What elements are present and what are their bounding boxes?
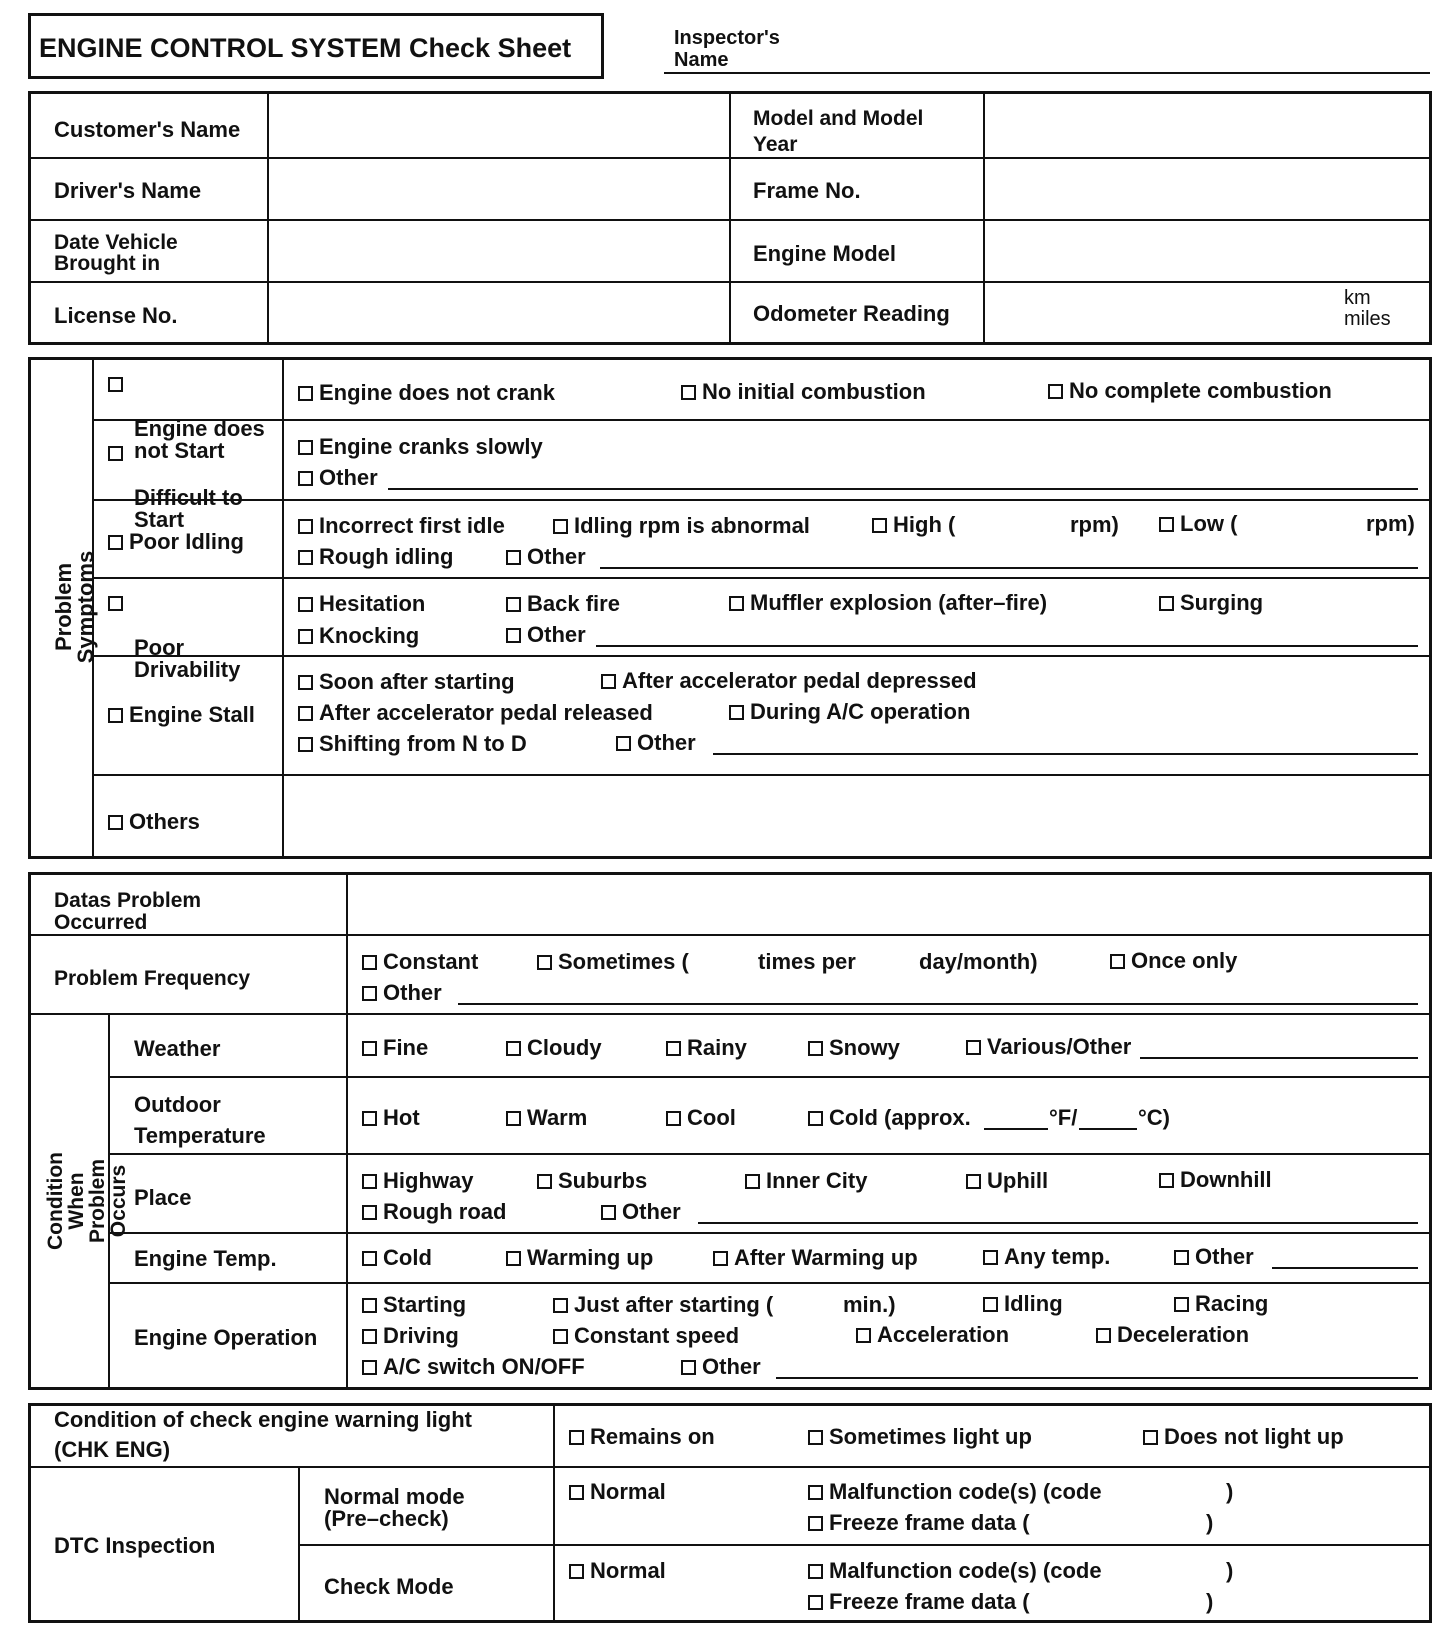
option-label: Snowy xyxy=(829,1035,900,1060)
warning-light-label: Condition of check engine warning light xyxy=(54,1407,472,1432)
celsius-unit: °C) xyxy=(1138,1105,1171,1130)
option-label: Deceleration xyxy=(1117,1322,1250,1347)
option-label: Other xyxy=(1195,1244,1254,1269)
driver-name-label: Driver's Name xyxy=(54,178,202,203)
checkbox-icon xyxy=(553,1298,568,1313)
driver-name-field[interactable] xyxy=(270,160,726,217)
option-label: Other xyxy=(622,1199,681,1224)
checkbox-icon xyxy=(1159,596,1174,611)
back-fire-option[interactable] xyxy=(506,592,620,615)
option-label: Engine cranks slowly xyxy=(319,434,543,459)
checkbox-icon xyxy=(745,1174,760,1189)
problem-symptoms-side-label: Problem Symptoms xyxy=(51,550,98,664)
just-after-starting-option[interactable] xyxy=(553,1293,773,1316)
checkbox-icon xyxy=(601,1205,616,1220)
checkbox-icon xyxy=(1159,517,1174,532)
checkbox-icon xyxy=(298,519,313,534)
checkbox-icon xyxy=(569,1485,584,1500)
check-mode-freeze-close: ) xyxy=(1206,1589,1214,1614)
frequency-other-option[interactable] xyxy=(362,981,442,1004)
deceleration-option[interactable] xyxy=(1096,1323,1249,1346)
normal-mode-malfunction-close: ) xyxy=(1226,1479,1234,1504)
checkbox-icon xyxy=(856,1328,871,1343)
odometer-label: Odometer Reading xyxy=(753,301,950,326)
ac-switch-option[interactable] xyxy=(362,1355,585,1378)
engine-model-field[interactable] xyxy=(986,222,1429,279)
option-label: Remains on xyxy=(590,1424,715,1449)
normal-mode-freeze-close: ) xyxy=(1206,1510,1214,1535)
checkbox-icon xyxy=(298,597,313,612)
check-mode-normal-option[interactable] xyxy=(569,1559,666,1582)
option-label: After accelerator pedal released xyxy=(319,700,653,725)
option-label: Normal xyxy=(590,1479,666,1504)
checkbox-icon xyxy=(553,519,568,534)
option-label: Other xyxy=(527,622,586,647)
option-label: Malfunction code(s) (code xyxy=(829,1558,1102,1583)
checkbox-icon xyxy=(108,708,123,723)
frame-no-label: Frame No. xyxy=(753,178,861,203)
does-not-light-up-option[interactable] xyxy=(1143,1425,1344,1448)
checkbox-icon xyxy=(983,1297,998,1312)
temp-cold-option[interactable] xyxy=(362,1246,432,1269)
engine-cranks-slowly-option[interactable] xyxy=(298,435,543,458)
option-label: Back fire xyxy=(527,591,620,616)
odometer-unit-km: km xyxy=(1344,287,1371,309)
rough-idling-option[interactable] xyxy=(298,545,453,568)
problem-frequency-label: Problem Frequency xyxy=(54,967,251,990)
engine-temp-other-field[interactable] xyxy=(1272,1267,1418,1269)
suburbs-option[interactable] xyxy=(537,1169,647,1192)
option-label: Other xyxy=(637,730,696,755)
inspector-name-label: Inspector's Name xyxy=(674,27,780,71)
after-pedal-released-option[interactable] xyxy=(298,701,653,724)
muffler-explosion-option[interactable] xyxy=(729,591,1047,614)
option-label: Various/Other xyxy=(987,1034,1132,1059)
checkbox-icon xyxy=(1110,954,1125,969)
inspector-name-field[interactable] xyxy=(664,72,1430,74)
fahrenheit-unit: °F/ xyxy=(1049,1105,1078,1130)
option-label: Idling rpm is abnormal xyxy=(574,513,810,538)
place-other-field[interactable] xyxy=(698,1222,1418,1224)
checkbox-icon xyxy=(872,518,887,533)
frame-no-field[interactable] xyxy=(986,160,1429,217)
checkbox-icon xyxy=(553,1329,568,1344)
option-label: No initial combustion xyxy=(702,379,926,404)
engine-model-label: Engine Model xyxy=(753,241,896,266)
dtc-inspection-label: DTC Inspection xyxy=(54,1533,216,1558)
option-label: Driving xyxy=(383,1323,459,1348)
warning-light-sublabel: (CHK ENG) xyxy=(54,1437,171,1462)
model-year-field[interactable] xyxy=(986,94,1429,154)
sheet-title: ENGINE CONTROL SYSTEM Check Sheet xyxy=(39,33,572,63)
option-label: Incorrect first idle xyxy=(319,513,505,538)
option-label: High ( xyxy=(893,512,956,537)
odometer-unit-miles: miles xyxy=(1344,308,1391,330)
option-label: Low ( xyxy=(1180,511,1238,536)
option-label: Sometimes ( xyxy=(558,949,689,974)
checkbox-icon xyxy=(108,815,123,830)
option-label: Warm xyxy=(527,1105,588,1130)
option-label: Once only xyxy=(1131,948,1238,973)
uphill-option[interactable] xyxy=(966,1169,1048,1192)
normal-mode-malfunction-option[interactable] xyxy=(808,1480,1102,1503)
checkbox-icon xyxy=(108,377,123,392)
various-other-field[interactable] xyxy=(1140,1057,1418,1059)
operation-other-option[interactable] xyxy=(681,1355,761,1378)
option-label: Cool xyxy=(687,1105,736,1130)
checkbox-icon xyxy=(362,1298,377,1313)
drivability-other-option[interactable] xyxy=(506,623,586,646)
cloudy-option[interactable] xyxy=(506,1036,602,1059)
option-label: Soon after starting xyxy=(319,669,515,694)
option-label: Inner City xyxy=(766,1168,868,1193)
checkbox-icon xyxy=(362,1329,377,1344)
rainy-option[interactable] xyxy=(666,1036,747,1059)
checkbox-icon xyxy=(298,706,313,721)
downhill-option[interactable] xyxy=(1159,1168,1272,1191)
any-temp-option[interactable] xyxy=(983,1245,1110,1268)
others-label: Others xyxy=(129,809,200,834)
acceleration-option[interactable] xyxy=(856,1323,1009,1346)
checkbox-icon xyxy=(1159,1173,1174,1188)
option-label: Freeze frame data ( xyxy=(829,1589,1030,1614)
driving-option[interactable] xyxy=(362,1324,459,1347)
checkbox-icon xyxy=(808,1430,823,1445)
warming-up-option[interactable] xyxy=(506,1246,653,1269)
odometer-field[interactable] xyxy=(986,284,1306,342)
various-other-option[interactable] xyxy=(966,1035,1131,1058)
outdoor-temperature-label: Outdoor Temperature xyxy=(134,1092,266,1148)
checkbox-icon xyxy=(1174,1250,1189,1265)
poor-idling-other-field[interactable] xyxy=(600,567,1418,569)
option-label: Highway xyxy=(383,1168,474,1193)
remains-on-option[interactable] xyxy=(569,1425,715,1448)
checkbox-icon xyxy=(601,674,616,689)
option-label: Normal xyxy=(590,1558,666,1583)
checkbox-icon xyxy=(362,1205,377,1220)
highway-option[interactable] xyxy=(362,1169,473,1192)
inner-city-option[interactable] xyxy=(745,1169,867,1192)
option-label: During A/C operation xyxy=(750,699,971,724)
low-rpm-option[interactable] xyxy=(1159,512,1237,535)
option-label: Racing xyxy=(1195,1291,1269,1316)
checkbox-icon xyxy=(808,1564,823,1579)
idling-rpm-abnormal-option[interactable] xyxy=(553,514,810,537)
engine-stall-other-option[interactable] xyxy=(616,731,696,754)
checkbox-icon xyxy=(681,385,696,400)
difficult-start-other-option[interactable] xyxy=(298,466,378,489)
rough-road-option[interactable] xyxy=(362,1200,506,1223)
checkbox-icon xyxy=(1096,1328,1111,1343)
checkbox-icon xyxy=(537,1174,552,1189)
option-label: Any temp. xyxy=(1004,1244,1111,1269)
knocking-option[interactable] xyxy=(298,624,419,647)
checkbox-icon xyxy=(362,1251,377,1266)
option-label: Constant xyxy=(383,949,479,974)
checkbox-icon xyxy=(108,596,123,611)
normal-mode-freeze-option[interactable] xyxy=(808,1511,1030,1534)
option-label: Other xyxy=(702,1354,761,1379)
starting-option[interactable] xyxy=(362,1293,466,1316)
shifting-n-to-d-option[interactable] xyxy=(298,732,527,755)
sometimes-light-up-option[interactable] xyxy=(808,1425,1032,1448)
surging-option[interactable] xyxy=(1159,591,1263,614)
low-rpm-unit: rpm) xyxy=(1366,511,1415,536)
option-label: Muffler explosion (after–fire) xyxy=(750,590,1048,615)
checkbox-icon xyxy=(666,1111,681,1126)
option-label: Rough idling xyxy=(319,544,454,569)
celsius-field[interactable] xyxy=(1079,1128,1137,1130)
drivability-other-field[interactable] xyxy=(596,645,1418,647)
during-ac-option[interactable] xyxy=(729,700,970,723)
date-brought-field[interactable] xyxy=(270,222,726,279)
sometimes-option[interactable] xyxy=(537,950,689,973)
checkbox-icon xyxy=(506,1251,521,1266)
checkbox-icon xyxy=(362,1041,377,1056)
checkbox-icon xyxy=(537,955,552,970)
option-label: After Warming up xyxy=(734,1245,918,1270)
check-mode-malfunction-close: ) xyxy=(1226,1558,1234,1583)
option-label: Other xyxy=(527,544,586,569)
checkbox-icon xyxy=(108,446,123,461)
option-label: Fine xyxy=(383,1035,429,1060)
option-label: After accelerator pedal depressed xyxy=(622,668,977,693)
checkbox-icon xyxy=(729,705,744,720)
hot-option[interactable] xyxy=(362,1106,420,1129)
checkbox-icon xyxy=(298,550,313,565)
option-label: Other xyxy=(383,980,442,1005)
others-field[interactable] xyxy=(285,777,1429,856)
fine-option[interactable] xyxy=(362,1036,428,1059)
option-label: Sometimes light up xyxy=(829,1424,1032,1449)
engine-stall-checkbox[interactable] xyxy=(108,703,255,726)
engine-not-crank-option[interactable] xyxy=(298,381,555,404)
option-label: Rough road xyxy=(383,1199,507,1224)
option-label: Engine does not crank xyxy=(319,380,555,405)
checkbox-icon xyxy=(298,471,313,486)
checkbox-icon xyxy=(298,440,313,455)
poor-drivability-checkbox[interactable] xyxy=(108,593,240,681)
check-mode-label: Check Mode xyxy=(324,1574,454,1599)
license-no-field[interactable] xyxy=(270,284,726,342)
checkbox-icon xyxy=(808,1595,823,1610)
checkbox-icon xyxy=(298,675,313,690)
snowy-option[interactable] xyxy=(808,1036,900,1059)
checkbox-icon xyxy=(362,986,377,1001)
option-label: Knocking xyxy=(319,623,420,648)
checkbox-icon xyxy=(298,386,313,401)
normal-mode-normal-option[interactable] xyxy=(569,1480,666,1503)
checkbox-icon xyxy=(666,1041,681,1056)
day-month-label: day/month) xyxy=(919,949,1038,974)
checkbox-icon xyxy=(1143,1430,1158,1445)
option-label: Malfunction code(s) (code xyxy=(829,1479,1102,1504)
customer-name-label: Customer's Name xyxy=(54,117,241,142)
checkbox-icon xyxy=(362,1111,377,1126)
difficult-start-checkbox[interactable] xyxy=(108,443,243,531)
engine-stall-other-field[interactable] xyxy=(713,753,1418,755)
racing-option[interactable] xyxy=(1174,1292,1268,1315)
checkbox-icon xyxy=(569,1430,584,1445)
difficult-start-label: Difficult to Start xyxy=(134,485,243,532)
option-label: Idling xyxy=(1004,1291,1063,1316)
high-rpm-option[interactable] xyxy=(872,513,955,536)
checkbox-icon xyxy=(298,737,313,752)
option-label: No complete combustion xyxy=(1069,378,1332,403)
checkbox-icon xyxy=(506,597,521,612)
dates-problem-label: Datas Problem Occurred xyxy=(54,889,202,934)
checkbox-icon xyxy=(808,1485,823,1500)
checkbox-icon xyxy=(1174,1297,1189,1312)
engine-stall-label: Engine Stall xyxy=(129,702,255,727)
date-brought-label: Date Vehicle Brought in xyxy=(54,231,178,275)
option-label: Cold (approx. xyxy=(829,1105,971,1130)
checkbox-icon xyxy=(506,550,521,565)
model-year-label: Model and Model Year xyxy=(753,107,924,156)
weather-label: Weather xyxy=(134,1036,221,1061)
checkbox-icon xyxy=(108,535,123,550)
checkbox-icon xyxy=(506,1041,521,1056)
soon-after-starting-option[interactable] xyxy=(298,670,515,693)
cool-option[interactable] xyxy=(666,1106,736,1129)
option-label: A/C switch ON/OFF xyxy=(383,1354,585,1379)
checkbox-icon xyxy=(808,1041,823,1056)
warm-option[interactable] xyxy=(506,1106,587,1129)
option-label: Surging xyxy=(1180,590,1264,615)
place-other-option[interactable] xyxy=(601,1200,681,1223)
checkbox-icon xyxy=(713,1251,728,1266)
checkbox-icon xyxy=(362,955,377,970)
option-label: Warming up xyxy=(527,1245,654,1270)
normal-mode-label: Normal mode (Pre–check) xyxy=(324,1484,465,1531)
others-checkbox[interactable] xyxy=(108,810,200,833)
dates-problem-field[interactable] xyxy=(349,875,1429,932)
poor-idling-label: Poor Idling xyxy=(129,529,244,554)
checkbox-icon xyxy=(569,1564,584,1579)
option-label: Suburbs xyxy=(558,1168,648,1193)
engine-temp-other-option[interactable] xyxy=(1174,1245,1254,1268)
checkbox-icon xyxy=(808,1516,823,1531)
checkbox-icon xyxy=(362,1174,377,1189)
times-per-label: times per xyxy=(758,949,856,974)
checkbox-icon xyxy=(616,736,631,751)
license-no-label: License No. xyxy=(54,303,178,328)
option-label: Hot xyxy=(383,1105,420,1130)
option-label: Rainy xyxy=(687,1035,747,1060)
after-pedal-depressed-option[interactable] xyxy=(601,669,977,692)
fahrenheit-field[interactable] xyxy=(984,1128,1048,1130)
place-label: Place xyxy=(134,1185,192,1210)
option-label: Cold xyxy=(383,1245,432,1270)
hesitation-option[interactable] xyxy=(298,592,425,615)
checkbox-icon xyxy=(983,1250,998,1265)
engine-operation-label: Engine Operation xyxy=(134,1325,318,1350)
idling-option[interactable] xyxy=(983,1292,1063,1315)
engine-not-start-label: Engine does not Start xyxy=(134,416,265,463)
option-label: Starting xyxy=(383,1292,467,1317)
checkbox-icon xyxy=(966,1040,981,1055)
checkbox-icon xyxy=(506,628,521,643)
operation-other-field[interactable] xyxy=(776,1377,1418,1379)
option-label: Acceleration xyxy=(877,1322,1010,1347)
engine-temp-label: Engine Temp. xyxy=(134,1246,277,1271)
no-complete-combustion-option[interactable] xyxy=(1048,379,1332,402)
frequency-other-field[interactable] xyxy=(458,1003,1418,1005)
incorrect-first-idle-option[interactable] xyxy=(298,514,505,537)
customer-name-field[interactable] xyxy=(270,94,726,154)
difficult-start-other-field[interactable] xyxy=(388,488,1418,490)
constant-speed-option[interactable] xyxy=(553,1324,739,1347)
poor-idling-checkbox[interactable] xyxy=(108,530,244,553)
option-label: Shifting from N to D xyxy=(319,731,527,756)
check-mode-malfunction-option[interactable] xyxy=(808,1559,1102,1582)
option-label: Cloudy xyxy=(527,1035,602,1060)
poor-drivability-label: Poor Drivability xyxy=(134,635,241,682)
checkbox-icon xyxy=(362,1360,377,1375)
no-initial-combustion-option[interactable] xyxy=(681,380,926,403)
option-label: Just after starting ( xyxy=(574,1292,774,1317)
checkbox-icon xyxy=(729,596,744,611)
check-mode-freeze-option[interactable] xyxy=(808,1590,1030,1613)
checkbox-icon xyxy=(1048,384,1063,399)
once-only-option[interactable] xyxy=(1110,949,1237,972)
condition-side-label: Condition When Problem Occurs xyxy=(44,1152,130,1250)
option-label: Constant speed xyxy=(574,1323,740,1348)
option-label: Downhill xyxy=(1180,1167,1272,1192)
cold-approx-option[interactable] xyxy=(808,1106,971,1129)
checkbox-icon xyxy=(808,1111,823,1126)
checkbox-icon xyxy=(966,1174,981,1189)
option-label: Hesitation xyxy=(319,591,426,616)
min-unit: min.) xyxy=(843,1292,896,1317)
option-label: Freeze frame data ( xyxy=(829,1510,1030,1535)
option-label: Other xyxy=(319,465,378,490)
option-label: Does not light up xyxy=(1164,1424,1344,1449)
checkbox-icon xyxy=(506,1111,521,1126)
option-label: Uphill xyxy=(987,1168,1049,1193)
constant-option[interactable] xyxy=(362,950,478,973)
high-rpm-unit: rpm) xyxy=(1070,512,1119,537)
poor-idling-other-option[interactable] xyxy=(506,545,586,568)
after-warming-up-option[interactable] xyxy=(713,1246,918,1269)
checkbox-icon xyxy=(298,629,313,644)
checkbox-icon xyxy=(681,1360,696,1375)
